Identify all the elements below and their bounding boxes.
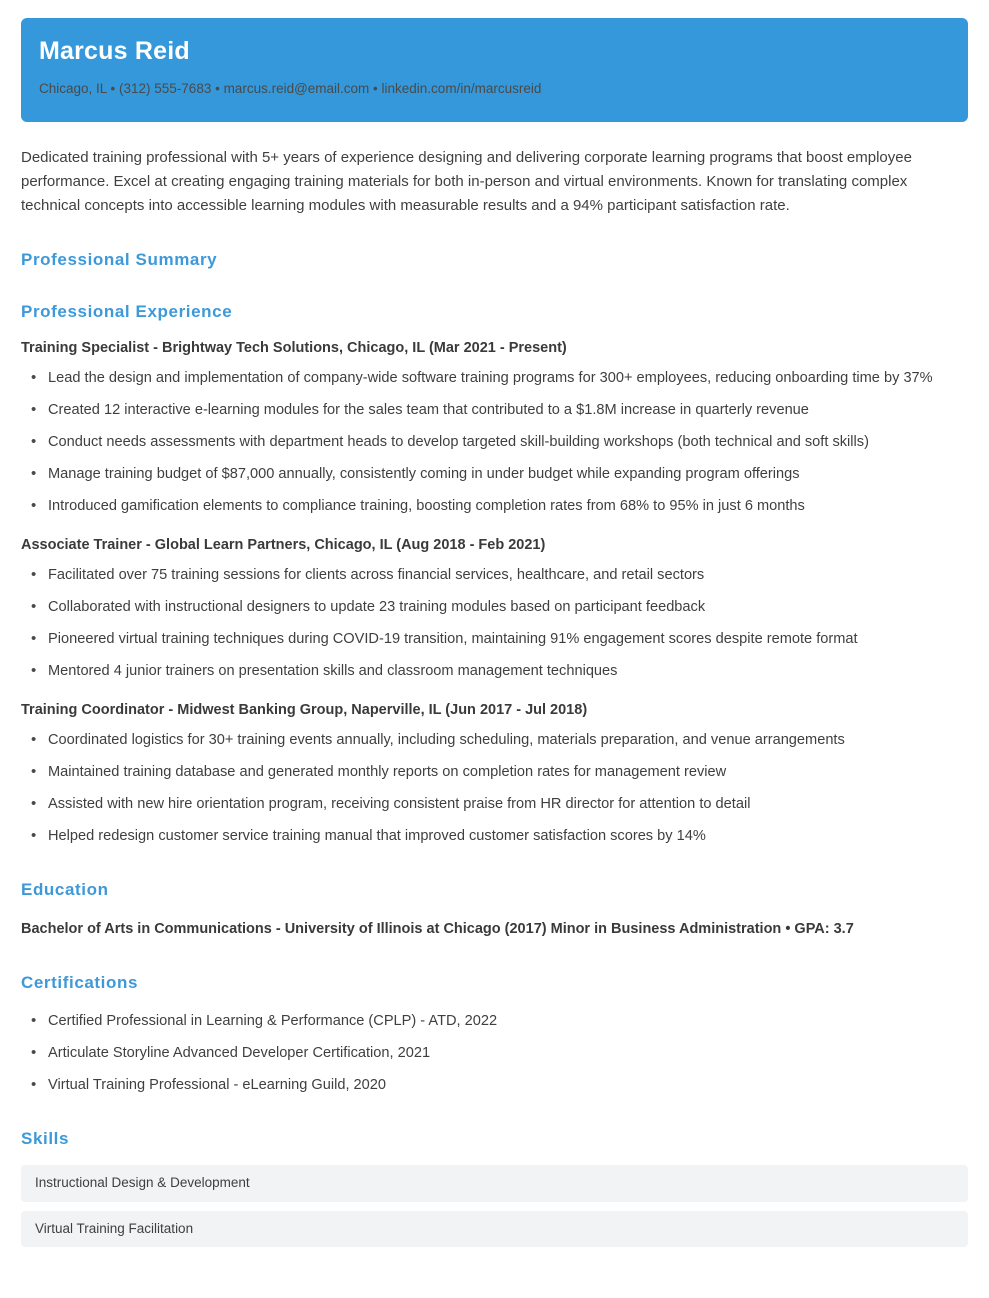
job-bullet: • Coordinated logistics for 30+ training events annually, including scheduling, materials preparation, and venue arrangements xyxy=(21,729,968,752)
section-title-skills: Skills xyxy=(21,1128,70,1148)
contact-info-line: Chicago, IL • (312) 555-7683 • marcus.reid@email.com • linkedin.com/in/marcusreid xyxy=(39,81,542,96)
job-bullet: • Created 12 interactive e-learning modules for the sales team that contributed to a $1.8M increase in quarterly revenue xyxy=(21,399,968,422)
certification-item: • Certified Professional in Learning & Performance (CPLP) - ATD, 2022 xyxy=(21,1010,968,1033)
section-education xyxy=(21,878,968,941)
section-professional-summary xyxy=(21,248,968,272)
education-entry: Bachelor of Arts in Communications - University of Illinois at Chicago (2017) Minor in Business Administration • GPA: 3.7 xyxy=(21,921,854,938)
job-bullet: • Maintained training database and generated monthly reports on completion rates for management review xyxy=(21,761,968,784)
experience-entry xyxy=(21,700,968,848)
summary-paragraph: Dedicated training professional with 5+ years of experience designing and delivering corporate learning programs that boost employee performance. Excel at creating engaging training materials for both in-person and virtual environments. Known for translating complex technical concepts into accessible learning modules with measurable results and a 94% participant satisfaction rate. xyxy=(21,149,912,214)
experience-entry xyxy=(21,338,968,518)
job-bullet: • Helped redesign customer service training manual that improved customer satisfaction scores by 14% xyxy=(21,825,968,848)
experience-entry xyxy=(21,535,968,683)
section-certifications xyxy=(21,971,968,1097)
job-bullet: • Collaborated with instructional designers to update 23 training modules based on participant feedback xyxy=(21,596,968,619)
certification-item: • Articulate Storyline Advanced Developer Certification, 2021 xyxy=(21,1042,968,1065)
candidate-name: Marcus Reid xyxy=(39,37,190,65)
skill-item: Virtual Training Facilitation xyxy=(21,1211,968,1248)
certification-list xyxy=(21,1010,968,1097)
job-bullet: • Assisted with new hire orientation program, receiving consistent praise from HR director for attention to detail xyxy=(21,793,968,816)
section-title-professional-experience: Professional Experience xyxy=(21,301,233,321)
section-title-education: Education xyxy=(21,880,109,900)
job-heading: Training Coordinator - Midwest Banking Group, Naperville, IL (Jun 2017 - Jul 2018) xyxy=(21,702,588,719)
job-bullet-list xyxy=(21,564,968,683)
certification-item: • Virtual Training Professional - eLearning Guild, 2020 xyxy=(21,1074,968,1097)
job-bullet: • Facilitated over 75 training sessions for clients across financial services, healthcare, and retail sectors xyxy=(21,564,968,587)
job-heading: Associate Trainer - Global Learn Partners, Chicago, IL (Aug 2018 - Feb 2021) xyxy=(21,536,546,553)
job-heading: Training Specialist - Brightway Tech Solutions, Chicago, IL (Mar 2021 - Present) xyxy=(21,339,567,356)
section-title-certifications: Certifications xyxy=(21,973,139,993)
job-bullet-list xyxy=(21,367,968,518)
skills-list xyxy=(21,1165,968,1248)
job-bullet: • Conduct needs assessments with department heads to develop targeted skill-building workshops (both technical and soft skills) xyxy=(21,431,968,454)
job-bullet: • Manage training budget of $87,000 annually, consistently coming in under budget while expanding program offerings xyxy=(21,463,968,486)
section-professional-experience xyxy=(21,300,968,849)
job-bullet: • Pioneered virtual training techniques during COVID-19 transition, maintaining 91% engagement scores despite remote format xyxy=(21,628,968,651)
resume-page xyxy=(0,18,989,1247)
job-bullet: • Lead the design and implementation of company-wide software training programs for 300+ employees, reducing onboarding time by 37% xyxy=(21,367,968,390)
resume-header-banner xyxy=(21,18,968,122)
job-bullet: • Introduced gamification elements to compliance training, boosting completion rates from 68% to 95% in just 6 months xyxy=(21,495,968,518)
section-title-professional-summary: Professional Summary xyxy=(21,250,218,269)
job-bullet: • Mentored 4 junior trainers on presentation skills and classroom management techniques xyxy=(21,660,968,683)
skill-item: Instructional Design & Development xyxy=(21,1165,968,1202)
section-skills xyxy=(21,1127,968,1248)
job-bullet-list xyxy=(21,729,968,848)
